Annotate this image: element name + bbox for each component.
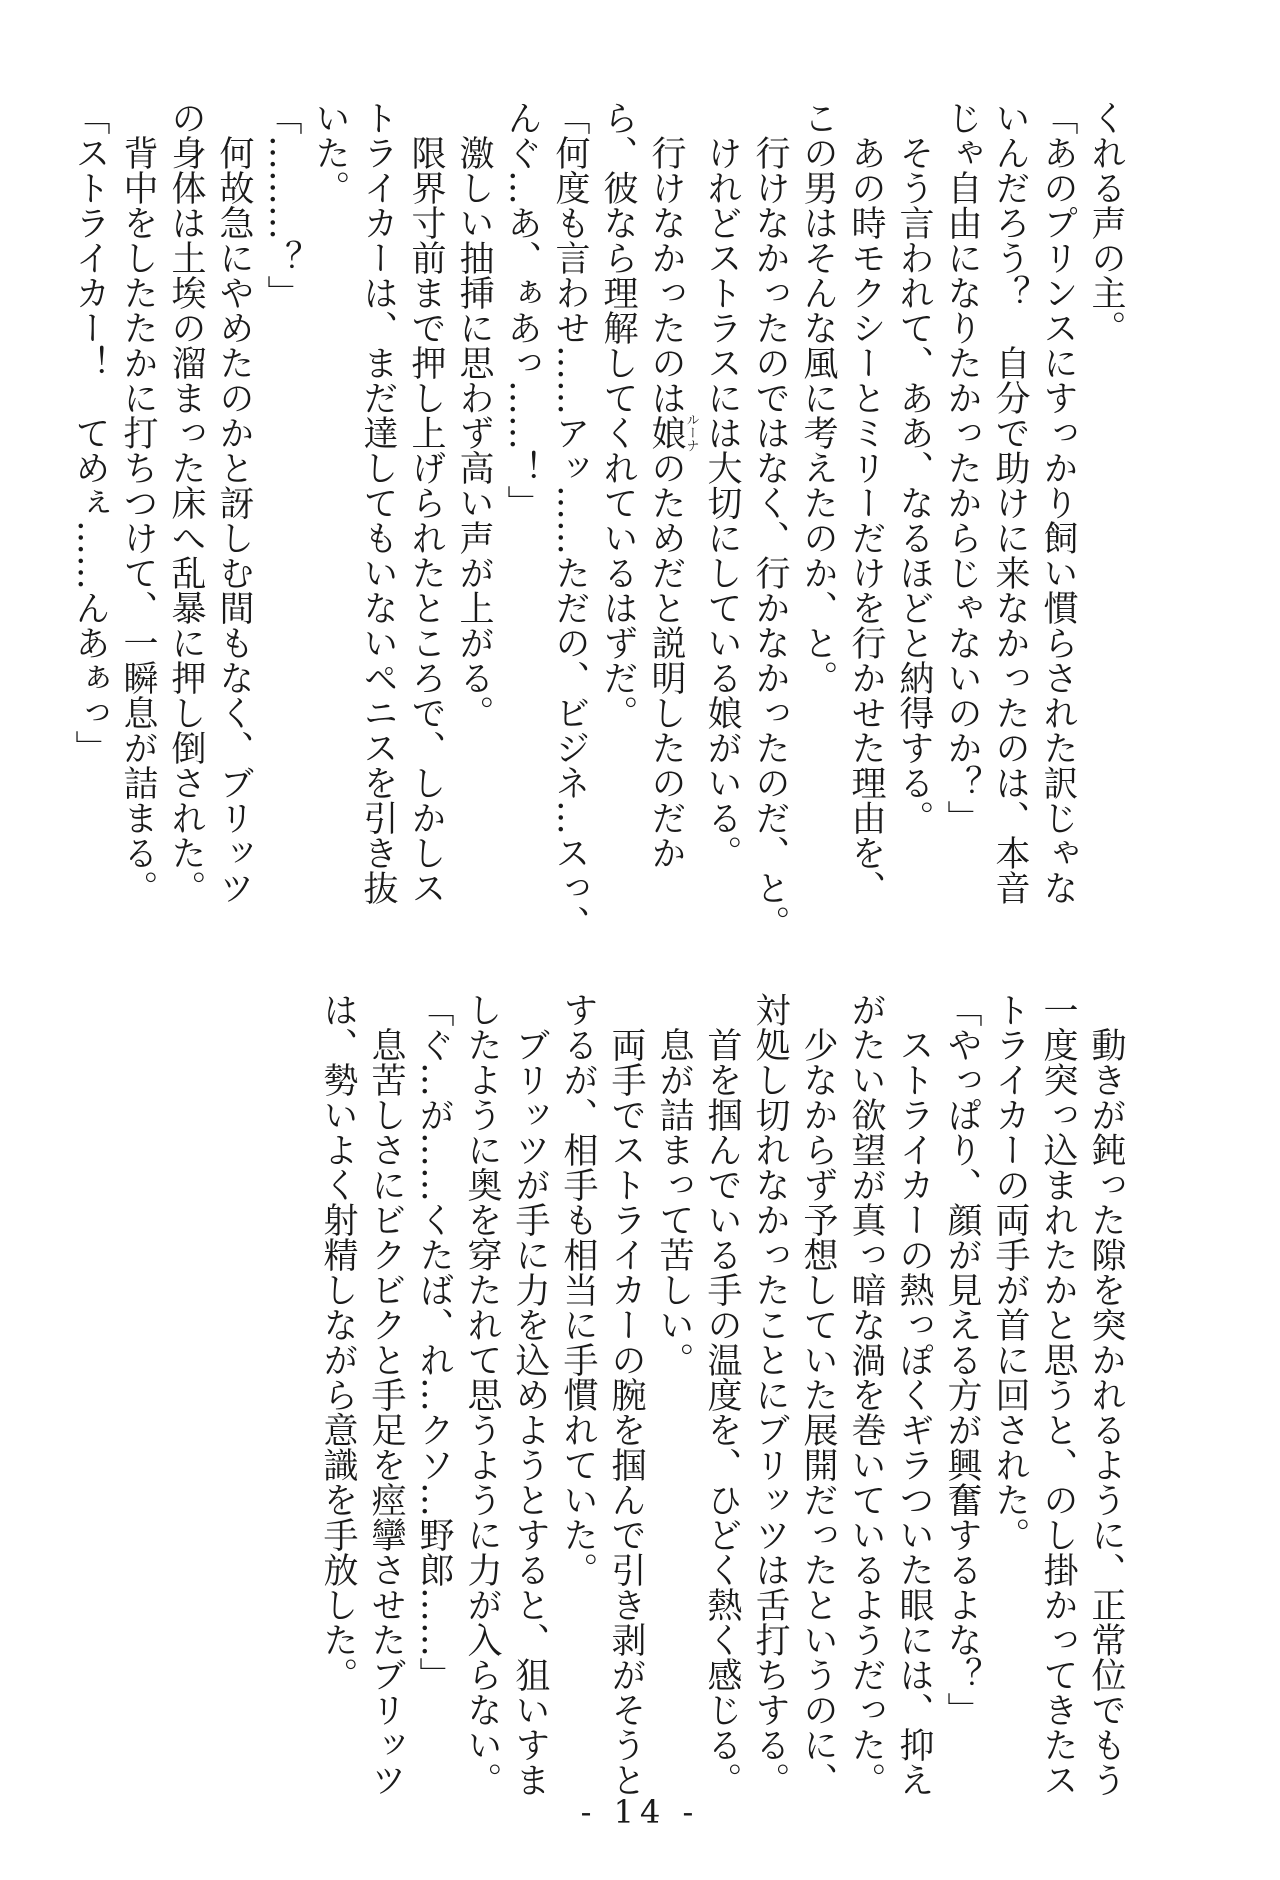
text-line: 息苦しさにビクビクと手足を痙攣させたブリッツ: [366, 992, 406, 1797]
text-line: 一度突っ込まれたかと思うと、のし掛かってきたス: [1038, 992, 1078, 1797]
text-line: いた。: [310, 100, 350, 205]
text-line: ストライカーの熱っぽくギラついた眼には、抑え: [894, 992, 934, 1797]
text-line: は、勢いよく射精しながら意識を手放した。: [318, 992, 358, 1692]
text-line: そう言われて、ああ、なるほどと納得する。: [894, 100, 934, 835]
text-line: するが、相手も相当に手慣れていた。: [558, 992, 598, 1587]
text-line: トライカーは、まだ達してもいないペニスを引き抜: [358, 100, 398, 905]
text-line: 両手でストライカーの腕を掴んで引き剥がそうと: [606, 992, 646, 1797]
text-line: がたい欲望が真っ暗な渦を巻いているようだった。: [846, 992, 886, 1797]
text-line: ブリッツが手に力を込めようとすると、狙いすま: [510, 992, 550, 1797]
text-line: 限界寸前まで押し上げられたところで、しかしス: [406, 100, 446, 905]
text-line: 何故急にやめたのかと訝しむ間もなく、ブリッツ: [214, 100, 254, 905]
text-line: ら、彼なら理解してくれているはずだ。: [598, 100, 638, 730]
text-line: あの時モクシーとミリーだけを行かせた理由を、: [846, 100, 886, 905]
text-line: 「………？」: [262, 100, 302, 310]
text-line: 「あのプリンスにすっかり飼い慣らされた訳じゃな: [1038, 100, 1078, 905]
text-line: この男はそんな風に考えたのか、と。: [798, 100, 838, 695]
ruby-reading: ルーナ: [683, 413, 699, 452]
text-line: 少なからず予想していた展開だったというのに、: [798, 992, 838, 1797]
ruby-annotated-word: 娘ルーナ: [646, 413, 699, 452]
text-line: したように奥を穿たれて思うように力が入らない。: [462, 992, 502, 1797]
text-line: 「何度も言わせ……アッ……ただの、ビジネ…スっ、: [550, 100, 590, 940]
text-line: んぐ…あ、ぁあっ……！」: [502, 100, 542, 520]
text-line-with-ruby: [642, 100, 698, 900]
text-line: 「ストライカー！ てめぇ……んあぁっ」: [70, 100, 110, 765]
text-line: 「ぐ…が……くたば、れ…クソ…野郎……」: [414, 992, 454, 1692]
text-line: 動きが鈍った隙を突かれるように、正常位でもう: [1086, 992, 1126, 1797]
text-line: 行けなかったのではなく、行かなかったのだ、と。: [750, 100, 790, 940]
text-line: 対処し切れなかったことにブリッツは舌打ちする。: [750, 992, 790, 1797]
text-line: けれどストラスには大切にしている娘がいる。: [702, 100, 742, 870]
lower-text-block: [270, 992, 1130, 1797]
upper-text-block: [70, 100, 1130, 940]
text-line: 背中をしたたかに打ちつけて、一瞬息が詰まる。: [118, 100, 158, 905]
text-line: 息が詰まって苦しい。: [654, 992, 694, 1377]
text-line: の身体は土埃の溜まった床へ乱暴に押し倒された。: [166, 100, 206, 905]
text-line-end: のためだと説明したのだか: [646, 450, 686, 870]
text-line: 「やっぱり、顔が見える方が興奮するよな？」: [942, 992, 982, 1727]
text-line: トライカーの両手が首に回された。: [990, 992, 1030, 1552]
text-line: いんだろう？ 自分で助けに来なかったのは、本音: [990, 100, 1030, 905]
text-line: 首を掴んでいる手の温度を、ひどく熱く感じる。: [702, 992, 742, 1797]
text-line: じゃ自由になりたかったからじゃないのか？」: [942, 100, 982, 835]
text-line-start: 行けなかったのは: [646, 100, 686, 415]
page-number: - 14 -: [580, 1793, 700, 1831]
text-line: 激しい抽挿に思わず高い声が上がる。: [454, 100, 494, 730]
text-line: くれる声の主。: [1086, 100, 1126, 345]
